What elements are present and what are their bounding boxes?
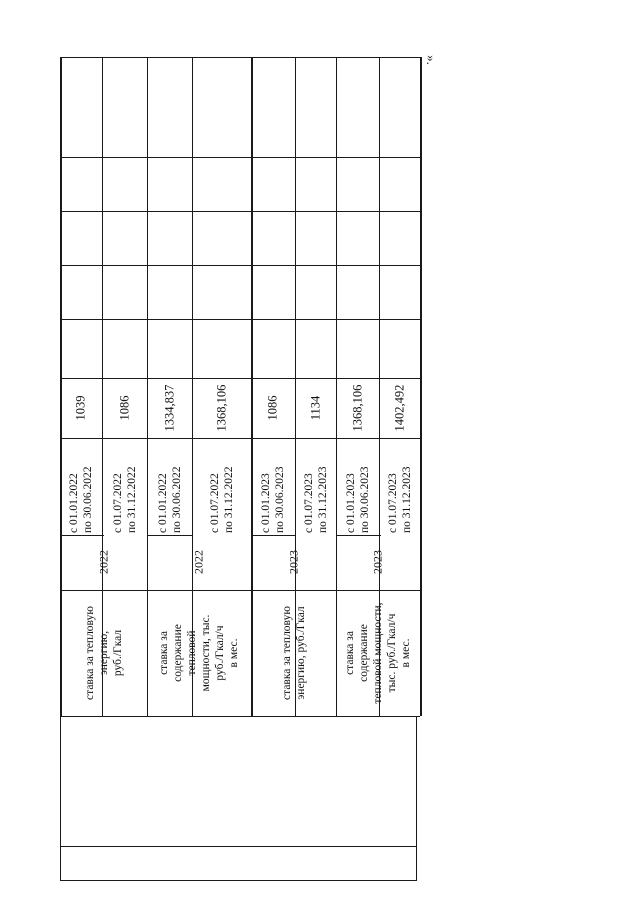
year-cell: 2023 (286, 550, 301, 574)
period-cell: с 01.07.2023 по 31.12.2023 (386, 466, 413, 533)
table-row-border (251, 57, 253, 716)
table-column-border (60, 265, 420, 266)
merged-cell-border (251, 535, 296, 536)
period-cell: с 01.01.2022 по 30.06.2022 (156, 466, 183, 533)
year-cell: 2022 (191, 550, 206, 574)
table-row-border (336, 57, 337, 716)
tariff-value: 1402,492 (391, 384, 406, 432)
table-column-border (60, 378, 420, 379)
year-cell: 2023 (370, 550, 385, 574)
rate-label-cell: ставка за содержание тепловой мощности, тыс. руб./Гкал/ч в мес. (343, 602, 413, 704)
table-row-border (147, 57, 148, 716)
tariff-value: 1039 (73, 395, 88, 421)
rate-label-cell: ставка за тепловую энергию, руб./Гкал (83, 606, 124, 700)
table-border-top (60, 57, 420, 58)
table-column-border (60, 438, 420, 439)
merged-cell-border (60, 535, 104, 536)
tariff-value: 1134 (307, 395, 322, 421)
closing-quote-mark: ». (423, 55, 439, 65)
frame-separator-line (60, 846, 416, 847)
tariff-value: 1086 (265, 395, 280, 421)
merged-cell-border (147, 535, 193, 536)
frame-left-line (60, 716, 61, 881)
frame-bottom-line (60, 880, 416, 881)
tariff-value: 1334,837 (161, 384, 176, 432)
table-row-border (420, 57, 422, 716)
frame-right-line (416, 716, 417, 881)
table-column-border (60, 319, 420, 320)
tariff-value: 1368,106 (213, 384, 228, 432)
period-cell: с 01.07.2022 по 31.12.2022 (208, 466, 235, 533)
period-cell: с 01.01.2022 по 30.06.2022 (67, 466, 94, 533)
table-border-bottom (60, 716, 420, 717)
period-cell: с 01.01.2023 по 30.06.2023 (344, 466, 371, 533)
table-column-border (60, 157, 420, 158)
table-column-border (60, 211, 420, 212)
rate-label-cell: ставка за содержание тепловой мощности, тыс. руб./Гкал/ч в мес. (157, 614, 241, 692)
table-row-border (60, 57, 62, 716)
period-cell: с 01.07.2023 по 31.12.2023 (302, 466, 329, 533)
merged-cell-border (336, 535, 381, 536)
tariff-value: 1368,106 (349, 384, 364, 432)
tariff-value: 1086 (116, 395, 131, 421)
rate-label-cell: ставка за тепловую энергию, руб./Гкал (280, 606, 307, 700)
period-cell: с 01.07.2022 по 31.12.2022 (111, 466, 138, 533)
year-cell: 2022 (96, 550, 111, 574)
period-cell: с 01.01.2023 по 30.06.2023 (259, 466, 286, 533)
